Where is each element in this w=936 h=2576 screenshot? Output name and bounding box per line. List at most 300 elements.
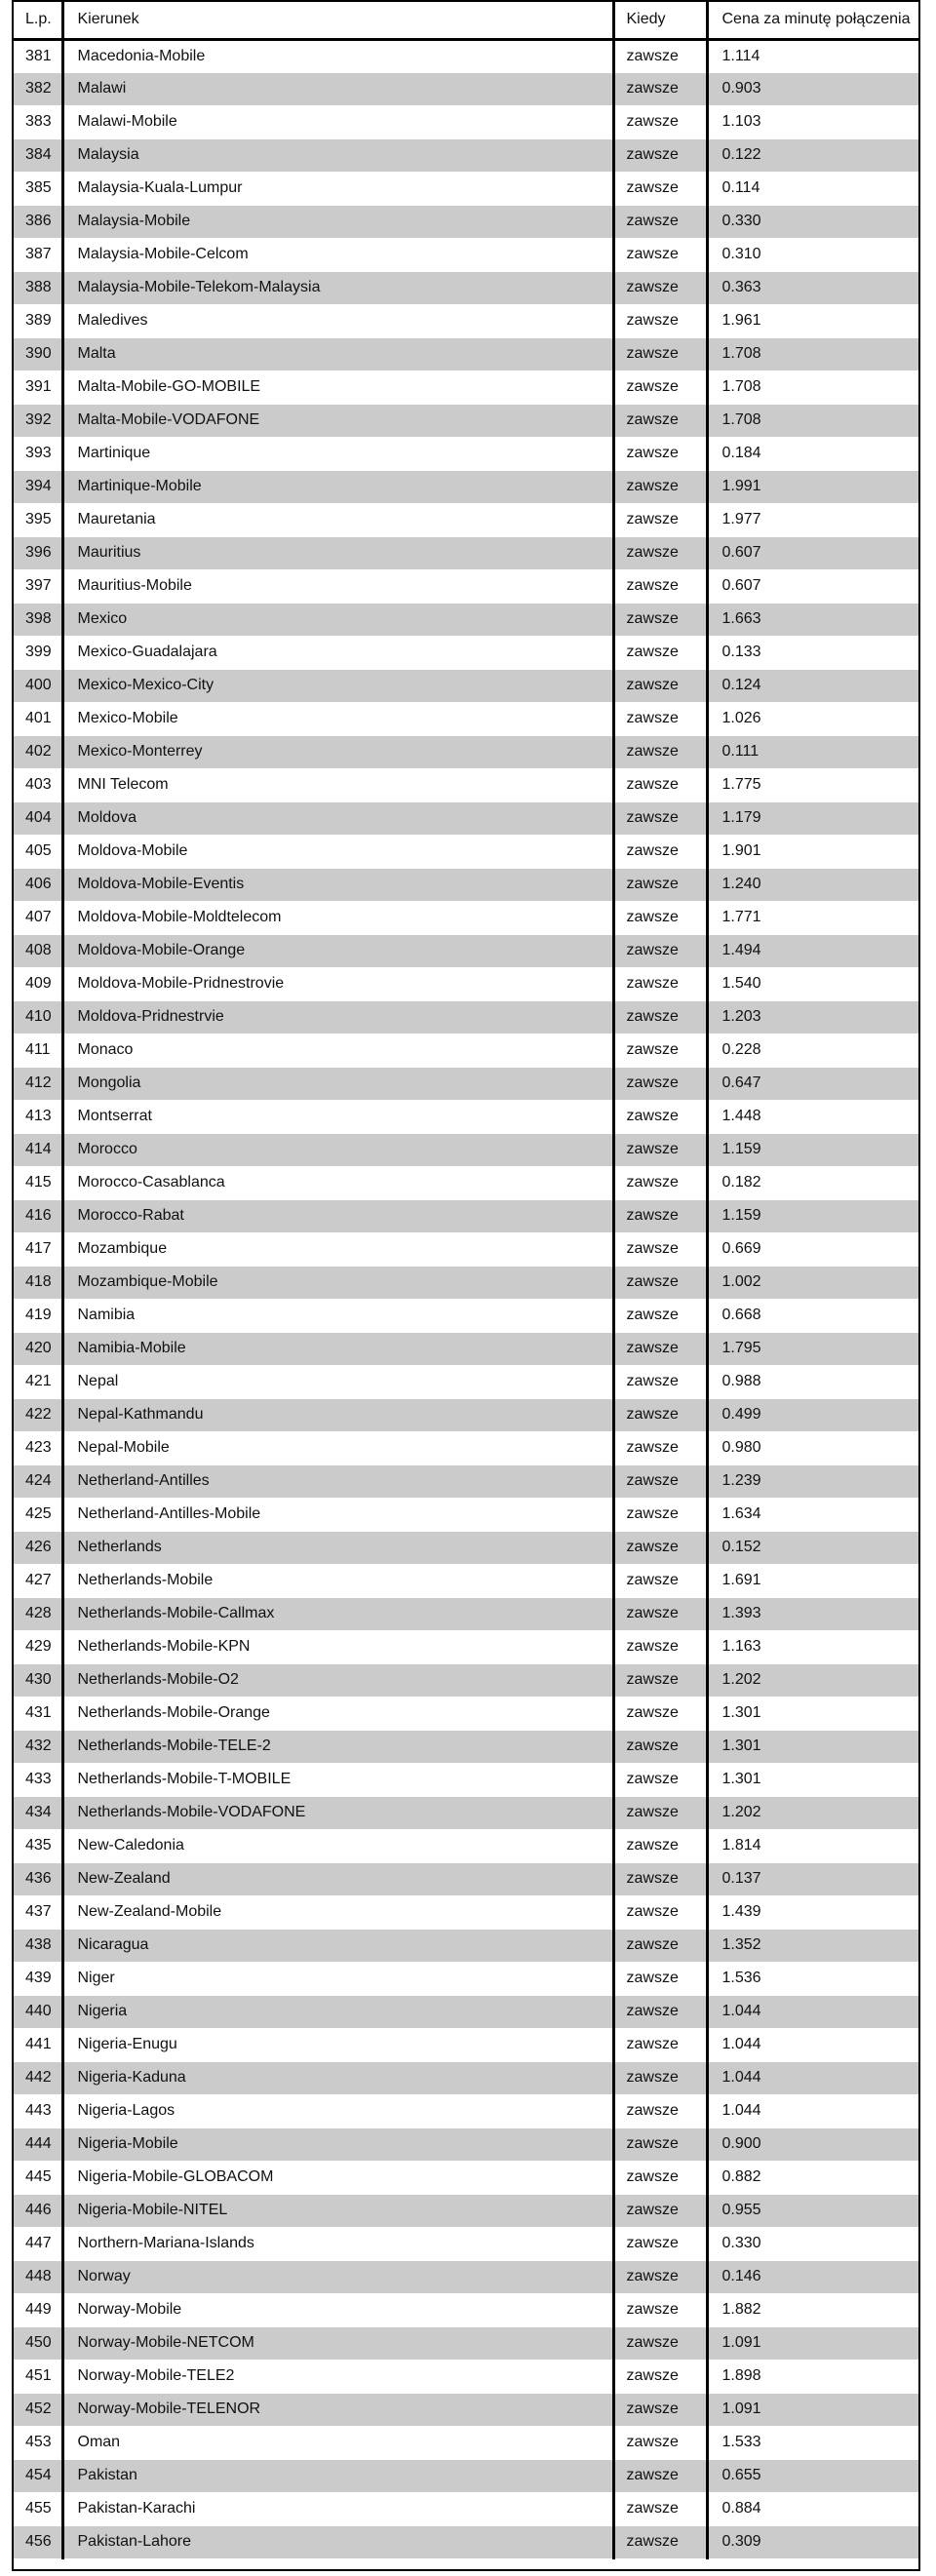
cell-kiedy: zawsze bbox=[613, 636, 707, 669]
cell-lp: 396 bbox=[14, 536, 62, 569]
cell-cena: 1.536 bbox=[707, 1962, 918, 1995]
cell-kiedy: zawsze bbox=[613, 105, 707, 138]
table-row bbox=[14, 1929, 918, 1962]
table-row bbox=[14, 2492, 918, 2525]
cell-kiedy: zawsze bbox=[613, 2260, 707, 2293]
cell-lp: 440 bbox=[14, 1995, 62, 2028]
cell-cena: 1.163 bbox=[707, 1630, 918, 1663]
cell-kiedy: zawsze bbox=[613, 1431, 707, 1464]
cell-cena: 0.668 bbox=[707, 1299, 918, 1332]
cell-cena: 0.228 bbox=[707, 1034, 918, 1067]
table-row bbox=[14, 437, 918, 470]
cell-kiedy: zawsze bbox=[613, 1166, 707, 1199]
cell-kierunek: Netherland-Antilles-Mobile bbox=[62, 1498, 613, 1531]
cell-kierunek: Norway-Mobile bbox=[62, 2293, 613, 2326]
cell-cena: 0.499 bbox=[707, 1398, 918, 1431]
cell-lp: 393 bbox=[14, 437, 62, 470]
cell-cena: 0.122 bbox=[707, 138, 918, 172]
cell-kiedy: zawsze bbox=[613, 1266, 707, 1299]
cell-kierunek: Nepal-Mobile bbox=[62, 1431, 613, 1464]
cell-cena: 1.202 bbox=[707, 1663, 918, 1697]
cell-lp: 389 bbox=[14, 304, 62, 337]
table-row bbox=[14, 1531, 918, 1564]
cell-kierunek: MNI Telecom bbox=[62, 768, 613, 801]
table-row bbox=[14, 1995, 918, 2028]
table-row bbox=[14, 1796, 918, 1829]
table-row bbox=[14, 1067, 918, 1100]
cell-lp: 421 bbox=[14, 1365, 62, 1398]
table-row bbox=[14, 735, 918, 768]
cell-kierunek: New-Zealand bbox=[62, 1862, 613, 1895]
cell-kierunek: Niger bbox=[62, 1962, 613, 1995]
cell-lp: 425 bbox=[14, 1498, 62, 1531]
cell-kiedy: zawsze bbox=[613, 2459, 707, 2492]
table-row bbox=[14, 934, 918, 967]
cell-kiedy: zawsze bbox=[613, 1464, 707, 1498]
cell-lp: 391 bbox=[14, 371, 62, 404]
cell-kierunek: Namibia-Mobile bbox=[62, 1332, 613, 1365]
cell-cena: 1.179 bbox=[707, 801, 918, 835]
cell-lp: 432 bbox=[14, 1730, 62, 1763]
cell-cena: 0.955 bbox=[707, 2194, 918, 2227]
table-row bbox=[14, 1232, 918, 1266]
cell-kierunek: Moldova-Mobile-Pridnestrovie bbox=[62, 967, 613, 1000]
table-row bbox=[14, 271, 918, 304]
cell-lp: 441 bbox=[14, 2028, 62, 2061]
cell-lp: 455 bbox=[14, 2492, 62, 2525]
cell-lp: 408 bbox=[14, 934, 62, 967]
cell-cena: 0.900 bbox=[707, 2127, 918, 2161]
cell-kierunek: Nigeria-Enugu bbox=[62, 2028, 613, 2061]
cell-kierunek: Morocco-Rabat bbox=[62, 1199, 613, 1232]
cell-kiedy: zawsze bbox=[613, 835, 707, 868]
cell-kierunek: New-Zealand-Mobile bbox=[62, 1895, 613, 1929]
table-row bbox=[14, 2194, 918, 2227]
table-row bbox=[14, 669, 918, 702]
cell-cena: 1.044 bbox=[707, 2094, 918, 2127]
cell-cena: 1.301 bbox=[707, 1730, 918, 1763]
table-row bbox=[14, 2393, 918, 2426]
cell-kierunek: Norway-Mobile-TELENOR bbox=[62, 2393, 613, 2426]
table-row bbox=[14, 304, 918, 337]
cell-cena: 0.309 bbox=[707, 2525, 918, 2558]
cell-cena: 0.146 bbox=[707, 2260, 918, 2293]
cell-lp: 450 bbox=[14, 2326, 62, 2360]
cell-lp: 403 bbox=[14, 768, 62, 801]
cell-lp: 410 bbox=[14, 1000, 62, 1034]
cell-kierunek: Morocco bbox=[62, 1133, 613, 1166]
cell-kiedy: zawsze bbox=[613, 138, 707, 172]
cell-lp: 433 bbox=[14, 1763, 62, 1796]
cell-lp: 435 bbox=[14, 1829, 62, 1862]
cell-cena: 1.393 bbox=[707, 1597, 918, 1630]
cell-kiedy: zawsze bbox=[613, 868, 707, 901]
cell-lp: 384 bbox=[14, 138, 62, 172]
table-row bbox=[14, 1133, 918, 1166]
cell-kierunek: Moldova-Mobile bbox=[62, 835, 613, 868]
cell-kiedy: zawsze bbox=[613, 801, 707, 835]
cell-cena: 1.691 bbox=[707, 1564, 918, 1597]
cell-kierunek: Oman bbox=[62, 2426, 613, 2459]
cell-kierunek: Nigeria-Kaduna bbox=[62, 2061, 613, 2094]
cell-kiedy: zawsze bbox=[613, 1929, 707, 1962]
cell-lp: 451 bbox=[14, 2360, 62, 2393]
cell-cena: 0.114 bbox=[707, 172, 918, 205]
cell-kiedy: zawsze bbox=[613, 934, 707, 967]
cell-kiedy: zawsze bbox=[613, 536, 707, 569]
table-row bbox=[14, 337, 918, 371]
cell-kiedy: zawsze bbox=[613, 1697, 707, 1730]
table-row bbox=[14, 1034, 918, 1067]
cell-cena: 1.540 bbox=[707, 967, 918, 1000]
column-header-cena: Cena za minutę połączenia bbox=[707, 2, 918, 39]
cell-kierunek: Moldova-Pridnestrvie bbox=[62, 1000, 613, 1034]
cell-cena: 1.091 bbox=[707, 2393, 918, 2426]
cell-lp: 447 bbox=[14, 2227, 62, 2260]
cell-lp: 412 bbox=[14, 1067, 62, 1100]
table-row bbox=[14, 1564, 918, 1597]
cell-kierunek: Mexico-Mobile bbox=[62, 702, 613, 735]
cell-cena: 1.026 bbox=[707, 702, 918, 735]
cell-cena: 1.898 bbox=[707, 2360, 918, 2393]
table-row bbox=[14, 1431, 918, 1464]
cell-lp: 414 bbox=[14, 1133, 62, 1166]
cell-kiedy: zawsze bbox=[613, 569, 707, 603]
cell-kiedy: zawsze bbox=[613, 2161, 707, 2194]
cell-kierunek: Pakistan-Karachi bbox=[62, 2492, 613, 2525]
table-row bbox=[14, 72, 918, 105]
cell-kiedy: zawsze bbox=[613, 1962, 707, 1995]
cell-lp: 401 bbox=[14, 702, 62, 735]
cell-cena: 1.634 bbox=[707, 1498, 918, 1531]
cell-kierunek: Mozambique bbox=[62, 1232, 613, 1266]
cell-kiedy: zawsze bbox=[613, 901, 707, 934]
cell-kiedy: zawsze bbox=[613, 1531, 707, 1564]
cell-cena: 1.352 bbox=[707, 1929, 918, 1962]
cell-kierunek: Nigeria-Mobile-GLOBACOM bbox=[62, 2161, 613, 2194]
cell-kiedy: zawsze bbox=[613, 1299, 707, 1332]
cell-kierunek: Martinique-Mobile bbox=[62, 470, 613, 503]
cell-kiedy: zawsze bbox=[613, 2360, 707, 2393]
cell-cena: 1.091 bbox=[707, 2326, 918, 2360]
price-table bbox=[14, 2, 918, 2559]
cell-lp: 382 bbox=[14, 72, 62, 105]
cell-cena: 1.814 bbox=[707, 1829, 918, 1862]
cell-kierunek: Netherlands-Mobile-VODAFONE bbox=[62, 1796, 613, 1829]
cell-lp: 398 bbox=[14, 603, 62, 636]
cell-kiedy: zawsze bbox=[613, 1730, 707, 1763]
cell-cena: 1.901 bbox=[707, 835, 918, 868]
cell-kierunek: Mexico-Mexico-City bbox=[62, 669, 613, 702]
table-row bbox=[14, 2293, 918, 2326]
cell-lp: 429 bbox=[14, 1630, 62, 1663]
cell-cena: 0.310 bbox=[707, 238, 918, 271]
cell-kierunek: Netherlands-Mobile bbox=[62, 1564, 613, 1597]
cell-kierunek: Malaysia-Mobile-Celcom bbox=[62, 238, 613, 271]
cell-kiedy: zawsze bbox=[613, 304, 707, 337]
table-row bbox=[14, 2360, 918, 2393]
cell-lp: 456 bbox=[14, 2525, 62, 2558]
cell-kierunek: Malta-Mobile-GO-MOBILE bbox=[62, 371, 613, 404]
cell-kierunek: Pakistan-Lahore bbox=[62, 2525, 613, 2558]
table-row bbox=[14, 2061, 918, 2094]
cell-lp: 387 bbox=[14, 238, 62, 271]
table-row bbox=[14, 1498, 918, 1531]
cell-cena: 0.152 bbox=[707, 1531, 918, 1564]
cell-lp: 417 bbox=[14, 1232, 62, 1266]
table-row bbox=[14, 1763, 918, 1796]
cell-kierunek: Netherlands-Mobile-Orange bbox=[62, 1697, 613, 1730]
cell-kierunek: Morocco-Casablanca bbox=[62, 1166, 613, 1199]
column-header-kiedy: Kiedy bbox=[613, 2, 707, 39]
table-row bbox=[14, 205, 918, 238]
table-row bbox=[14, 503, 918, 536]
cell-lp: 444 bbox=[14, 2127, 62, 2161]
table-row bbox=[14, 1895, 918, 1929]
cell-kiedy: zawsze bbox=[613, 603, 707, 636]
cell-kierunek: Maledives bbox=[62, 304, 613, 337]
cell-lp: 390 bbox=[14, 337, 62, 371]
cell-kierunek: Martinique bbox=[62, 437, 613, 470]
cell-kierunek: Netherlands-Mobile-TELE-2 bbox=[62, 1730, 613, 1763]
cell-lp: 397 bbox=[14, 569, 62, 603]
table-header bbox=[14, 2, 918, 39]
cell-kierunek: Mexico-Monterrey bbox=[62, 735, 613, 768]
cell-lp: 426 bbox=[14, 1531, 62, 1564]
cell-lp: 404 bbox=[14, 801, 62, 835]
cell-kierunek: Nigeria-Lagos bbox=[62, 2094, 613, 2127]
table-row bbox=[14, 1332, 918, 1365]
cell-kiedy: zawsze bbox=[613, 1630, 707, 1663]
cell-lp: 418 bbox=[14, 1266, 62, 1299]
cell-cena: 1.114 bbox=[707, 39, 918, 72]
table-row bbox=[14, 470, 918, 503]
cell-lp: 446 bbox=[14, 2194, 62, 2227]
cell-kiedy: zawsze bbox=[613, 371, 707, 404]
cell-kiedy: zawsze bbox=[613, 2061, 707, 2094]
cell-lp: 381 bbox=[14, 39, 62, 72]
table-row bbox=[14, 1266, 918, 1299]
cell-cena: 0.133 bbox=[707, 636, 918, 669]
cell-kierunek: Norway-Mobile-NETCOM bbox=[62, 2326, 613, 2360]
cell-kiedy: zawsze bbox=[613, 1895, 707, 1929]
table-row bbox=[14, 1398, 918, 1431]
cell-kiedy: zawsze bbox=[613, 1829, 707, 1862]
cell-cena: 1.044 bbox=[707, 2028, 918, 2061]
cell-lp: 392 bbox=[14, 404, 62, 437]
cell-cena: 1.771 bbox=[707, 901, 918, 934]
cell-kierunek: Malawi-Mobile bbox=[62, 105, 613, 138]
cell-cena: 0.182 bbox=[707, 1166, 918, 1199]
cell-cena: 1.002 bbox=[707, 1266, 918, 1299]
cell-cena: 0.330 bbox=[707, 2227, 918, 2260]
cell-cena: 0.903 bbox=[707, 72, 918, 105]
cell-cena: 1.202 bbox=[707, 1796, 918, 1829]
cell-kiedy: zawsze bbox=[613, 2194, 707, 2227]
cell-cena: 0.363 bbox=[707, 271, 918, 304]
cell-cena: 0.655 bbox=[707, 2459, 918, 2492]
cell-kierunek: Netherland-Antilles bbox=[62, 1464, 613, 1498]
cell-kiedy: zawsze bbox=[613, 1332, 707, 1365]
table-row bbox=[14, 2127, 918, 2161]
table-row bbox=[14, 1000, 918, 1034]
cell-kiedy: zawsze bbox=[613, 72, 707, 105]
cell-lp: 411 bbox=[14, 1034, 62, 1067]
cell-kiedy: zawsze bbox=[613, 1199, 707, 1232]
cell-kiedy: zawsze bbox=[613, 1100, 707, 1133]
cell-kierunek: Monaco bbox=[62, 1034, 613, 1067]
table-row bbox=[14, 1464, 918, 1498]
table-row bbox=[14, 1663, 918, 1697]
cell-kiedy: zawsze bbox=[613, 1564, 707, 1597]
table-row bbox=[14, 967, 918, 1000]
cell-cena: 1.240 bbox=[707, 868, 918, 901]
table-row bbox=[14, 768, 918, 801]
cell-kiedy: zawsze bbox=[613, 1763, 707, 1796]
cell-lp: 431 bbox=[14, 1697, 62, 1730]
cell-lp: 436 bbox=[14, 1862, 62, 1895]
cell-kierunek: Moldova-Mobile-Eventis bbox=[62, 868, 613, 901]
cell-kiedy: zawsze bbox=[613, 1365, 707, 1398]
cell-kiedy: zawsze bbox=[613, 2293, 707, 2326]
table-row bbox=[14, 868, 918, 901]
table-row bbox=[14, 2094, 918, 2127]
cell-cena: 1.663 bbox=[707, 603, 918, 636]
cell-kierunek: Netherlands-Mobile-T-MOBILE bbox=[62, 1763, 613, 1796]
cell-kierunek: Netherlands bbox=[62, 1531, 613, 1564]
table-row bbox=[14, 1829, 918, 1862]
table-row bbox=[14, 801, 918, 835]
table-row bbox=[14, 1166, 918, 1199]
table-row bbox=[14, 2227, 918, 2260]
cell-kierunek: Macedonia-Mobile bbox=[62, 39, 613, 72]
cell-kierunek: Pakistan bbox=[62, 2459, 613, 2492]
cell-kierunek: Montserrat bbox=[62, 1100, 613, 1133]
cell-kierunek: Malaysia-Mobile-Telekom-Malaysia bbox=[62, 271, 613, 304]
cell-kiedy: zawsze bbox=[613, 2227, 707, 2260]
cell-lp: 434 bbox=[14, 1796, 62, 1829]
cell-kiedy: zawsze bbox=[613, 2525, 707, 2558]
cell-lp: 422 bbox=[14, 1398, 62, 1431]
cell-lp: 439 bbox=[14, 1962, 62, 1995]
cell-cena: 1.961 bbox=[707, 304, 918, 337]
cell-cena: 1.448 bbox=[707, 1100, 918, 1133]
cell-kiedy: zawsze bbox=[613, 768, 707, 801]
cell-lp: 430 bbox=[14, 1663, 62, 1697]
table-row bbox=[14, 2161, 918, 2194]
table-row bbox=[14, 569, 918, 603]
cell-lp: 453 bbox=[14, 2426, 62, 2459]
cell-cena: 1.494 bbox=[707, 934, 918, 967]
cell-cena: 0.884 bbox=[707, 2492, 918, 2525]
cell-kierunek: Mauritius-Mobile bbox=[62, 569, 613, 603]
cell-cena: 1.439 bbox=[707, 1895, 918, 1929]
cell-kiedy: zawsze bbox=[613, 1498, 707, 1531]
cell-lp: 445 bbox=[14, 2161, 62, 2194]
cell-lp: 443 bbox=[14, 2094, 62, 2127]
table-row bbox=[14, 371, 918, 404]
table-row bbox=[14, 1365, 918, 1398]
cell-kiedy: zawsze bbox=[613, 503, 707, 536]
cell-kierunek: Nigeria-Mobile-NITEL bbox=[62, 2194, 613, 2227]
cell-cena: 1.775 bbox=[707, 768, 918, 801]
cell-cena: 0.330 bbox=[707, 205, 918, 238]
cell-cena: 1.044 bbox=[707, 1995, 918, 2028]
cell-lp: 386 bbox=[14, 205, 62, 238]
cell-kierunek: New-Caledonia bbox=[62, 1829, 613, 1862]
cell-kierunek: Malaysia-Kuala-Lumpur bbox=[62, 172, 613, 205]
cell-kiedy: zawsze bbox=[613, 1034, 707, 1067]
cell-kiedy: zawsze bbox=[613, 172, 707, 205]
cell-kierunek: Nicaragua bbox=[62, 1929, 613, 1962]
table-row bbox=[14, 2525, 918, 2558]
cell-cena: 1.044 bbox=[707, 2061, 918, 2094]
cell-lp: 407 bbox=[14, 901, 62, 934]
cell-kiedy: zawsze bbox=[613, 1663, 707, 1697]
cell-kierunek: Netherlands-Mobile-KPN bbox=[62, 1630, 613, 1663]
cell-kiedy: zawsze bbox=[613, 1232, 707, 1266]
column-header-kierunek: Kierunek bbox=[62, 2, 613, 39]
cell-lp: 454 bbox=[14, 2459, 62, 2492]
cell-kierunek: Mozambique-Mobile bbox=[62, 1266, 613, 1299]
cell-cena: 0.882 bbox=[707, 2161, 918, 2194]
cell-cena: 1.159 bbox=[707, 1199, 918, 1232]
cell-kierunek: Norway bbox=[62, 2260, 613, 2293]
cell-kiedy: zawsze bbox=[613, 337, 707, 371]
cell-lp: 420 bbox=[14, 1332, 62, 1365]
cell-kiedy: zawsze bbox=[613, 1067, 707, 1100]
cell-cena: 1.203 bbox=[707, 1000, 918, 1034]
cell-kierunek: Malaysia bbox=[62, 138, 613, 172]
table-row bbox=[14, 1597, 918, 1630]
cell-kierunek: Netherlands-Mobile-O2 bbox=[62, 1663, 613, 1697]
cell-kiedy: zawsze bbox=[613, 2426, 707, 2459]
cell-kierunek: Nepal bbox=[62, 1365, 613, 1398]
cell-kierunek: Mauritius bbox=[62, 536, 613, 569]
table-row bbox=[14, 2426, 918, 2459]
cell-kierunek: Norway-Mobile-TELE2 bbox=[62, 2360, 613, 2393]
cell-lp: 399 bbox=[14, 636, 62, 669]
cell-kierunek: Malta-Mobile-VODAFONE bbox=[62, 404, 613, 437]
cell-kiedy: zawsze bbox=[613, 437, 707, 470]
cell-cena: 1.708 bbox=[707, 404, 918, 437]
table-row bbox=[14, 404, 918, 437]
cell-kierunek: Moldova-Mobile-Moldtelecom bbox=[62, 901, 613, 934]
table-row bbox=[14, 39, 918, 72]
cell-lp: 448 bbox=[14, 2260, 62, 2293]
cell-cena: 0.137 bbox=[707, 1862, 918, 1895]
cell-cena: 1.882 bbox=[707, 2293, 918, 2326]
table-row bbox=[14, 238, 918, 271]
cell-cena: 1.159 bbox=[707, 1133, 918, 1166]
cell-lp: 449 bbox=[14, 2293, 62, 2326]
table-row bbox=[14, 105, 918, 138]
cell-kiedy: zawsze bbox=[613, 39, 707, 72]
cell-kierunek: Mexico bbox=[62, 603, 613, 636]
table-row bbox=[14, 636, 918, 669]
cell-kiedy: zawsze bbox=[613, 2094, 707, 2127]
table-row bbox=[14, 901, 918, 934]
cell-cena: 0.184 bbox=[707, 437, 918, 470]
cell-kierunek: Nigeria-Mobile bbox=[62, 2127, 613, 2161]
column-header-lp: L.p. bbox=[14, 2, 62, 39]
cell-cena: 1.533 bbox=[707, 2426, 918, 2459]
cell-kierunek: Malawi bbox=[62, 72, 613, 105]
cell-lp: 423 bbox=[14, 1431, 62, 1464]
cell-lp: 402 bbox=[14, 735, 62, 768]
cell-cena: 0.669 bbox=[707, 1232, 918, 1266]
cell-cena: 0.124 bbox=[707, 669, 918, 702]
